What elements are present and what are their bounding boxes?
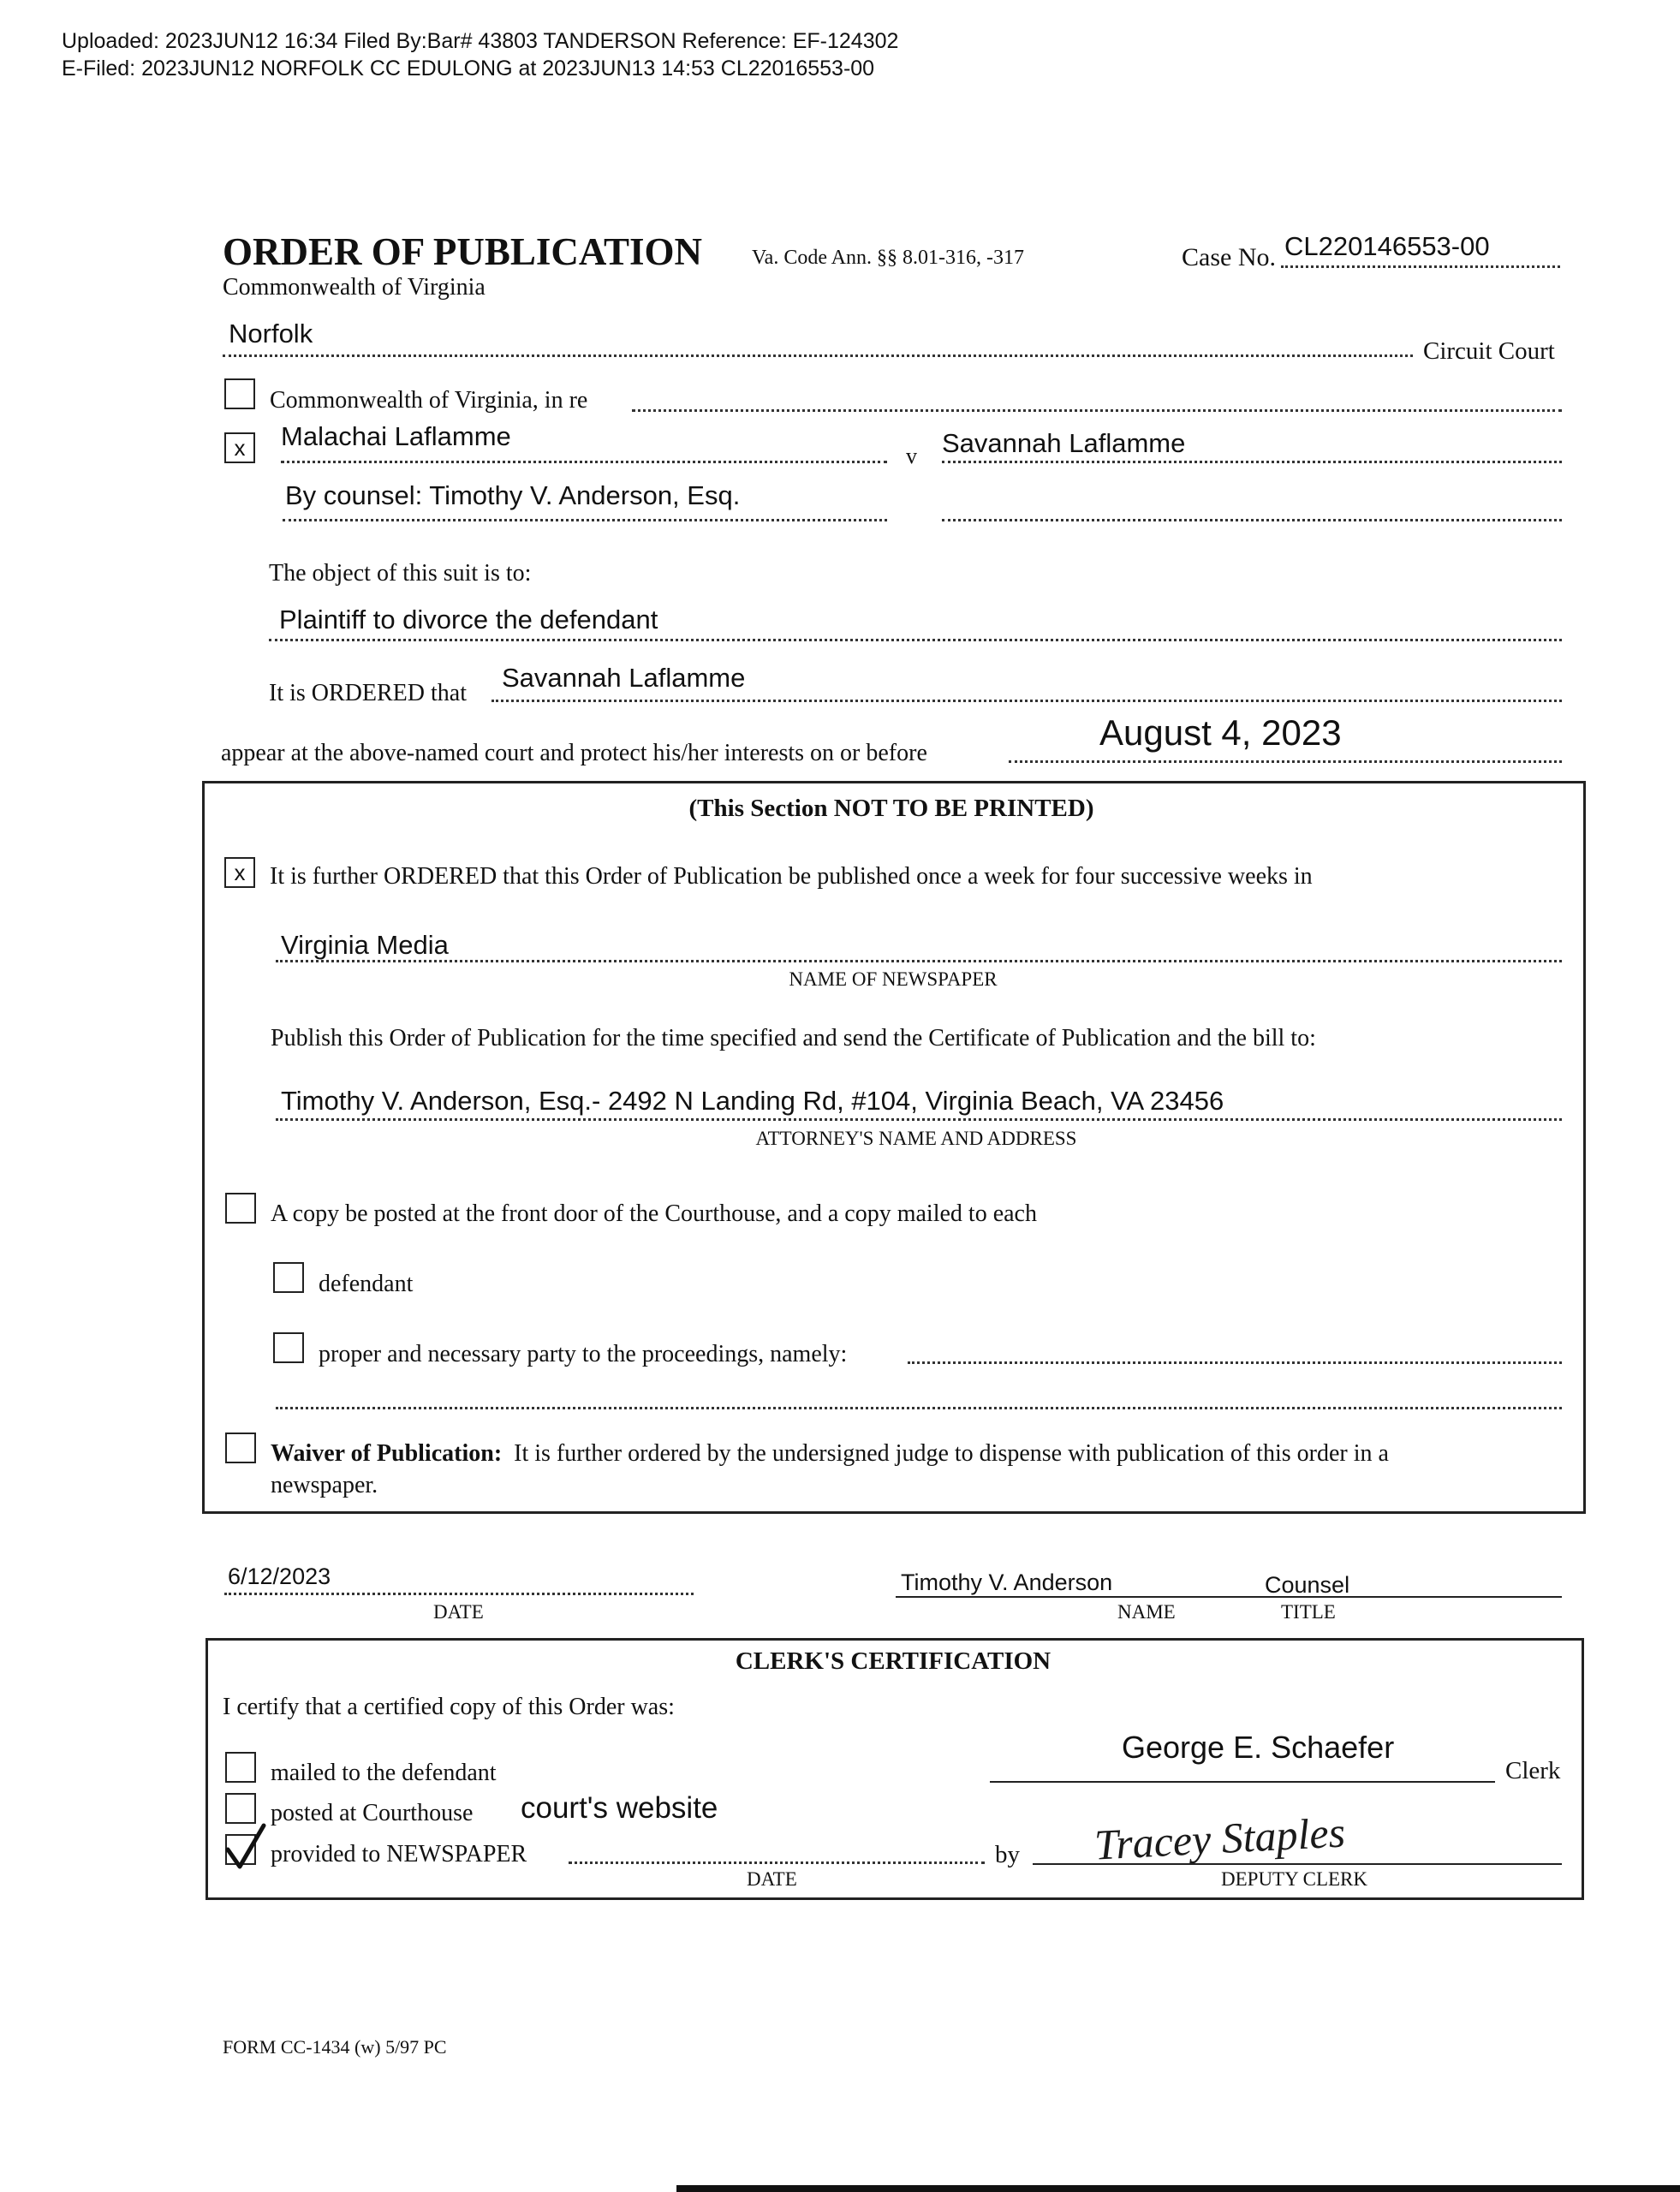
party-option-checkbox[interactable] [273, 1332, 304, 1363]
commonwealth-label: Commonwealth of Virginia [223, 274, 486, 301]
defendant-option-checkbox[interactable] [273, 1262, 304, 1293]
scan-edge-mark [676, 2185, 1680, 2192]
case-number: CL220146553-00 [1284, 231, 1490, 261]
waiver-text-continued: newspaper. [271, 1472, 378, 1498]
counsel-line-text: By counsel: Timothy V. Anderson, Esq. [285, 480, 741, 510]
appear-date-line [1009, 760, 1562, 763]
appear-date: August 4, 2023 [1099, 712, 1342, 753]
waiver-checkbox[interactable] [225, 1433, 256, 1463]
provided-newspaper-label: provided to NEWSPAPER [271, 1841, 527, 1867]
attorney-address: Timothy V. Anderson, Esq.- 2492 N Landing Rd, #104, Virginia Beach, VA 23456 [281, 1086, 1224, 1116]
statute-reference: Va. Code Ann. §§ 8.01-316, -317 [752, 247, 1024, 269]
signature-date: 6/12/2023 [228, 1564, 331, 1589]
ordered-party: Savannah Laflamme [502, 663, 746, 693]
plaintiff-line [281, 461, 887, 463]
name-title-line [896, 1596, 1562, 1598]
by-label: by [995, 1841, 1020, 1868]
attorney-caption: ATTORNEY'S NAME AND ADDRESS [755, 1128, 1077, 1149]
case-number-line [1281, 265, 1560, 268]
date-caption: DATE [433, 1601, 484, 1623]
defendant-counsel-line [942, 519, 1562, 521]
newspaper-name: Virginia Media [281, 930, 449, 960]
counsel-line [283, 519, 887, 521]
name-caption: NAME [1117, 1601, 1176, 1623]
plaintiff-name: Malachai Laflamme [281, 421, 511, 451]
in-re-checkbox[interactable] [224, 378, 255, 409]
posted-courthouse-checkbox[interactable] [225, 1793, 256, 1824]
efile-stamp: E-Filed: 2023JUN12 NORFOLK CC EDULONG at 2023JUN13 14:53 CL22016553-00 [62, 57, 875, 80]
appear-label: appear at the above-named court and protect his/her interests on or before [221, 740, 927, 766]
posted-copy-checkbox[interactable] [225, 1193, 256, 1224]
ordered-label: It is ORDERED that [269, 680, 467, 706]
clerk-label: Clerk [1505, 1757, 1561, 1784]
posted-website-note: court's website [521, 1791, 718, 1825]
attorney-line [276, 1118, 1562, 1121]
publish-checkbox[interactable]: x [224, 857, 255, 888]
upload-stamp: Uploaded: 2023JUN12 16:34 Filed By:Bar# 43803 TANDERSON Reference: EF-124302 [62, 29, 899, 53]
waiver-label: Waiver of Publication: [271, 1440, 503, 1467]
deputy-signature-line [1033, 1863, 1562, 1865]
checkmark-icon [221, 1820, 269, 1873]
ordered-party-line [491, 700, 1562, 702]
waiver-text-line [271, 1440, 1389, 1468]
clerk-name: George E. Schaefer [1122, 1730, 1395, 1765]
party-names-line [908, 1361, 1562, 1364]
form-identifier: FORM CC-1434 (w) 5/97 PC [223, 2036, 447, 2058]
publish-order-text: It is further ORDERED that this Order of Publication be published once a week for four successive weeks in [270, 863, 1313, 890]
party-names-line-2 [276, 1407, 1562, 1409]
object-text: Plaintiff to divorce the defendant [279, 605, 658, 634]
party-option-label: proper and necessary party to the proceedings, namely: [319, 1341, 848, 1367]
newspaper-line [276, 960, 1562, 962]
mailed-checkbox[interactable] [225, 1752, 256, 1783]
newspaper-caption: NAME OF NEWSPAPER [789, 968, 998, 990]
mailed-label: mailed to the defendant [271, 1760, 497, 1786]
defendant-line [942, 461, 1562, 463]
title-caption: TITLE [1281, 1601, 1336, 1623]
object-label: The object of this suit is to: [269, 560, 532, 587]
waiver-text: It is further ordered by the undersigned judge to dispense with publication of this order in a [514, 1440, 1389, 1467]
object-line [269, 639, 1562, 641]
defendant-name: Savannah Laflamme [942, 428, 1186, 458]
certify-text: I certify that a certified copy of this Order was: [223, 1694, 675, 1720]
clerk-heading: CLERK'S CERTIFICATION [735, 1647, 1051, 1675]
posted-copy-text: A copy be posted at the front door of the Courthouse, and a copy mailed to each [271, 1200, 1037, 1227]
signature-date-line [224, 1593, 694, 1595]
not-printed-heading: (This Section NOT TO BE PRINTED) [688, 795, 1094, 822]
circuit-court-label: Circuit Court [1423, 337, 1555, 365]
defendant-option-label: defendant [319, 1271, 414, 1297]
deputy-clerk-signature: Tracey Staples [1093, 1808, 1347, 1869]
counsel-name: Timothy V. Anderson [901, 1570, 1113, 1595]
form-title: ORDER OF PUBLICATION [223, 230, 703, 273]
case-number-label: Case No. [1182, 243, 1276, 271]
posted-courthouse-label: posted at Courthouse [271, 1800, 474, 1826]
versus-label: v [906, 444, 917, 468]
counsel-title: Counsel [1265, 1572, 1350, 1598]
plaintiff-checkbox[interactable]: x [224, 432, 255, 463]
provided-date-line [569, 1861, 985, 1864]
in-re-label: Commonwealth of Virginia, in re [270, 387, 588, 414]
send-instructions: Publish this Order of Publication for the time specified and send the Certificate of Publication and the bill to: [271, 1025, 1316, 1051]
provided-date-caption: DATE [747, 1868, 797, 1890]
in-re-line [632, 409, 1562, 412]
clerk-name-line [990, 1781, 1495, 1783]
court-name-line [223, 354, 1413, 357]
court-name: Norfolk [229, 319, 313, 348]
deputy-clerk-caption: DEPUTY CLERK [1221, 1868, 1368, 1890]
